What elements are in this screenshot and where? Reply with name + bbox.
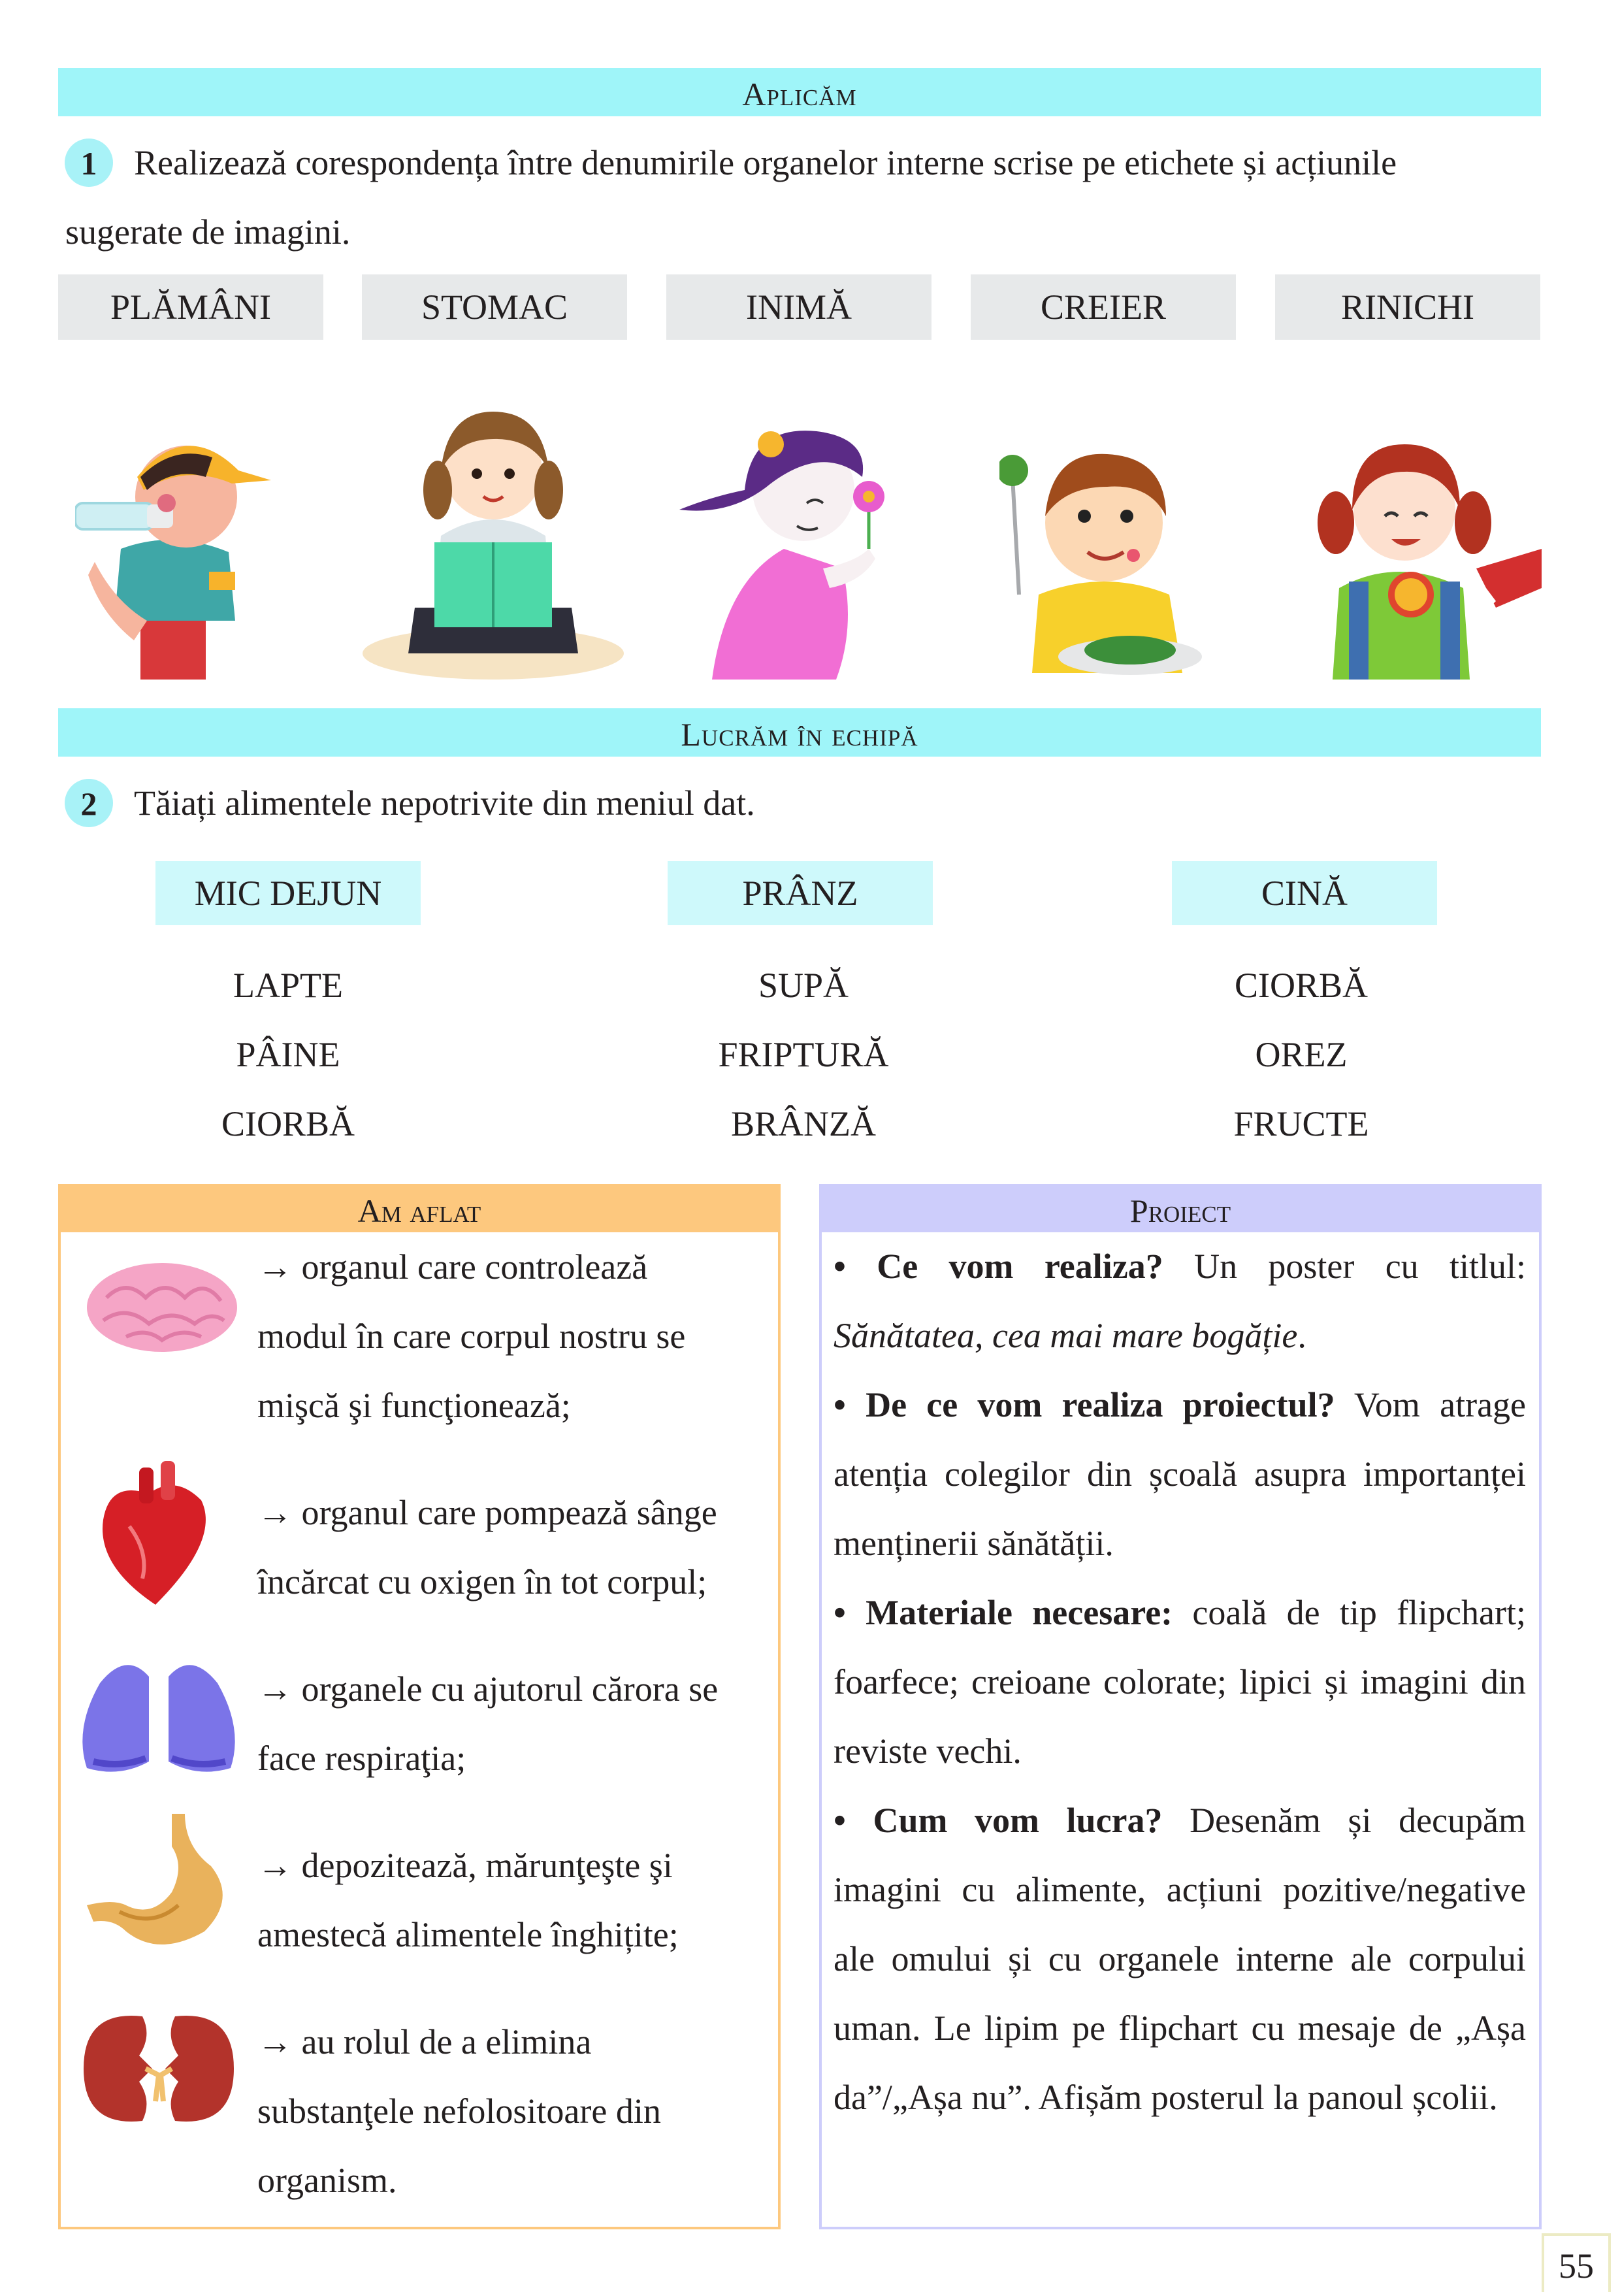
exercise-1-instruction-line1: Realizează corespondența între denumirile organelor interne scrise pe etichete și acțiunile <box>134 143 1397 182</box>
menu-list-mic-dejun <box>92 951 484 1158</box>
menu-item[interactable]: LAPTE <box>233 966 343 1005</box>
fact-line: → organele cu ajutorul cărora se <box>257 1669 719 1709</box>
proiect-answer: coală de tip flipchart; foarfece; creioane colorate; lipici și imagini din reviste vechi. <box>834 1593 1526 1771</box>
organ-label-kidneys[interactable]: RINICHI <box>1275 274 1540 340</box>
proiect-answer: Un poster cu titlul: <box>1163 1247 1527 1286</box>
proiect-item-materiale <box>834 1578 1526 1786</box>
fact-line: mişcă şi funcţionează; <box>257 1386 571 1425</box>
proiect-item-de-ce <box>834 1370 1526 1578</box>
organ-label-lungs[interactable]: PLĂMÂNI <box>58 274 323 340</box>
stomach-icon <box>80 1807 237 1958</box>
fact-line: încărcat cu oxigen în tot corpul; <box>257 1562 707 1601</box>
girl-receiving-medal-image[interactable] <box>1300 418 1542 680</box>
exercise-number-badge: 2 <box>65 779 113 827</box>
proiect-question: • Cum vom lucra? <box>834 1801 1163 1840</box>
boy-drinking-water-image[interactable] <box>75 405 297 680</box>
fact-stomach <box>257 1831 767 1969</box>
organ-label-heart[interactable]: INIMĂ <box>666 274 932 340</box>
menu-item[interactable]: PÂINE <box>236 1035 340 1074</box>
fact-line: modul în care corpul nostru se <box>257 1317 686 1356</box>
organ-label-brain[interactable]: CREIER <box>971 274 1236 340</box>
fact-line: → depozitează, mărunţeşte şi <box>257 1846 673 1885</box>
menu-item[interactable]: FRIPTURĂ <box>718 1035 889 1074</box>
brain-icon <box>80 1258 244 1356</box>
heart-icon <box>90 1461 221 1611</box>
kidneys-icon <box>77 2003 240 2134</box>
fact-line: → au rolul de a elimina <box>257 2022 592 2061</box>
fact-lungs <box>257 1654 767 1793</box>
menu-list-cina <box>1105 951 1497 1158</box>
section-banner-aplicam <box>58 68 1541 116</box>
proiect-answer: Vom atrage atenția colegilor din școală asupra importanței menținerii sănătății. <box>834 1385 1527 1563</box>
organ-label-stomach[interactable]: STOMAC <box>362 274 627 340</box>
menu-list-pranz <box>608 951 999 1158</box>
fact-line: face respiraţia; <box>257 1739 466 1778</box>
girl-reading-book-image[interactable] <box>363 392 624 680</box>
menu-title-cina: CINĂ <box>1172 861 1437 925</box>
exercise-1-instruction-line2: sugerate de imagini. <box>65 212 351 252</box>
girl-smelling-flower-image[interactable] <box>673 418 921 680</box>
boy-eating-broccoli-image[interactable] <box>999 425 1215 680</box>
proiect-answer: Desenăm și decupăm imagini cu alimente, acțiuni pozitive/negative ale omului și cu organele interne ale corpului uman. Le lipim pe flipchart cu mesaje de „Așa da”/„Așa nu”. Afișăm posterul la panoul școlii. <box>834 1801 1526 2117</box>
fact-heart <box>257 1478 767 1616</box>
proiect-question: • Materiale necesare: <box>834 1593 1173 1632</box>
exercise-2-instruction: Tăiați alimentele nepotrivite din meniul dat. <box>134 783 755 823</box>
fact-brain <box>257 1232 767 1440</box>
fact-kidneys <box>257 2007 767 2215</box>
proiect-item-ce-vom-realiza <box>834 1232 1526 1370</box>
fact-line: → organul care controlează <box>257 1247 648 1287</box>
menu-item[interactable]: CIORBĂ <box>221 1104 355 1143</box>
section-banner-lucram-in-echipa <box>58 708 1541 757</box>
page-number: 55 <box>1542 2233 1611 2292</box>
fact-line: organism. <box>257 2161 397 2200</box>
menu-item[interactable]: FRUCTE <box>1233 1104 1369 1143</box>
proiect-item-cum-vom-lucra <box>834 1786 1526 2132</box>
poster-title: Sănătatea, cea mai mare bogăție <box>834 1316 1298 1355</box>
section-title: Lucrăm în echipă <box>681 716 918 753</box>
lungs-icon <box>74 1637 244 1781</box>
am-aflat-box <box>58 1184 781 2229</box>
am-aflat-header: Am aflat <box>61 1187 778 1232</box>
proiect-content <box>834 1232 1526 2132</box>
fact-line: → organul care pompează sânge <box>257 1493 717 1532</box>
menu-item[interactable]: CIORBĂ <box>1234 966 1369 1005</box>
proiect-header: Proiect <box>822 1187 1539 1232</box>
exercise-number-badge: 1 <box>65 139 113 187</box>
section-title: Aplicăm <box>742 76 857 112</box>
menu-title-pranz: PRÂNZ <box>668 861 933 925</box>
menu-title-mic-dejun: MIC DEJUN <box>155 861 421 925</box>
proiect-answer-end: . <box>1297 1316 1306 1355</box>
fact-line: amestecă alimentele înghițite; <box>257 1915 679 1954</box>
menu-item[interactable]: BRÂNZĂ <box>730 1104 876 1143</box>
menu-item[interactable]: OREZ <box>1255 1035 1348 1074</box>
fact-line: substanţele nefolositoare din <box>257 2091 661 2131</box>
proiect-question: • De ce vom realiza proiectul? <box>834 1385 1335 1424</box>
menu-item[interactable]: SUPĂ <box>758 966 849 1005</box>
proiect-question: • Ce vom realiza? <box>834 1247 1163 1286</box>
